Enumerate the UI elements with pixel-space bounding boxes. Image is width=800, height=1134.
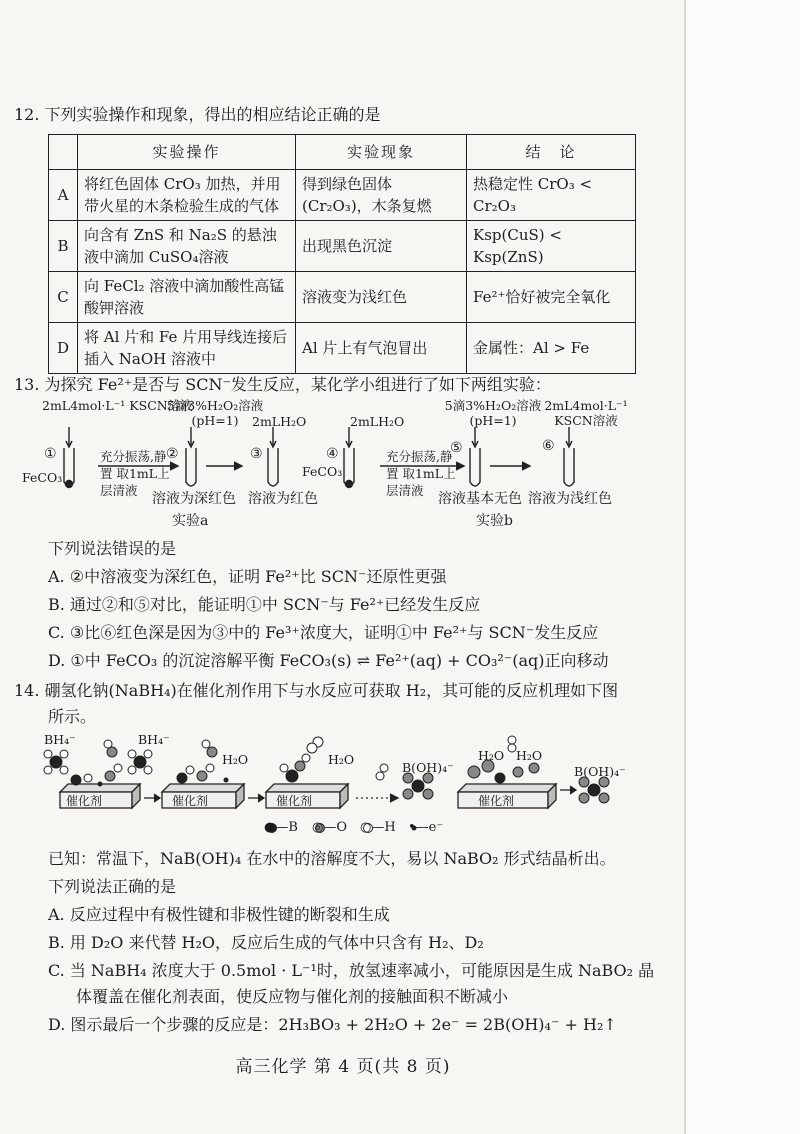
q14-stem-line2: 所示。 (48, 707, 97, 726)
q13-option-c: C. ③比⑥红色深是因为③中的 Fe³⁺浓度大，证明①中 Fe²⁺与 SCN⁻发生反应 (48, 623, 599, 642)
legend-b: ●—B (264, 820, 298, 835)
catalyst-label-3: 催化剂 (276, 794, 313, 808)
legend-e: •—e⁻ (408, 820, 444, 835)
exp-b-tube6-number: ⑥ (542, 438, 555, 454)
catalyst-label-4: 催化剂 (478, 794, 515, 808)
q14-prompt: 下列说法正确的是 (48, 877, 177, 896)
legend-h: ○—H (360, 820, 396, 835)
q12-operation: 将 Al 片和 Fe 片用导线连接后插入 NaOH 溶液中 (78, 323, 296, 374)
exp-b-name: 实验b (476, 513, 513, 529)
q13-stem: 13. 为探究 Fe²⁺是否与 SCN⁻发生反应，某化学小组进行了如下两组实验： (14, 375, 551, 394)
q12-header-op: 实验操作 (78, 135, 296, 170)
exp-a-step: 充分振荡,静置 取1mL上层清液 (100, 449, 170, 498)
exp-a-name: 实验a (172, 513, 209, 529)
q14-known: 已知：常温下，NaB(OH)₄ 在水中的溶解度不大，易以 NaBO₂ 形式结晶析出。 (48, 849, 616, 868)
q12-phenomenon: 得到绿色固体(Cr₂O₃)，木条复燃 (296, 170, 467, 221)
exp-b-tube5-number: ⑤ (450, 440, 463, 456)
q12-conclusion: Fe²⁺恰好被完全氧化 (467, 272, 636, 323)
q12-operation: 向含有 ZnS 和 Na₂S 的悬浊液中滴加 CuSO₄溶液 (78, 221, 296, 272)
exp-a-tube1-number: ① (44, 446, 57, 462)
exp-a-obs3: 溶液为红色 (248, 491, 318, 507)
exp-a-reagent2: 5滴3%H₂O₂溶液 (pH=1) (166, 398, 264, 428)
q14-option-a: A. 反应过程中有极性键和非极性键的断裂和生成 (48, 905, 390, 924)
q12-phenomenon: 溶液变为浅红色 (296, 272, 467, 323)
q12-phenomenon: Al 片上有气泡冒出 (296, 323, 467, 374)
q13-option-d: D. ①中 FeCO₃ 的沉淀溶解平衡 FeCO₃(s) ⇌ Fe²⁺(aq) + CO₃²⁻(aq)正向移动 (48, 651, 609, 670)
exp-a-obs2: 溶液为深红色 (152, 491, 236, 507)
page-footer: 高三化学 第 4 页(共 8 页) (235, 1057, 451, 1077)
q12-option-label: C (49, 272, 78, 323)
q12-option-label: D (49, 323, 78, 374)
exp-b-solid: FeCO₃ (302, 464, 343, 479)
q12-operation: 将红色固体 CrO₃ 加热，并用带火星的木条检验生成的气体 (78, 170, 296, 221)
mech-h2o-3: H₂O (478, 748, 505, 763)
q12-header-concl: 结 论 (467, 135, 636, 170)
exp-a-reagent1: 2mL4mol·L⁻¹ KSCN溶液 (42, 398, 193, 413)
q12-stem: 12. 下列实验操作和现象，得出的相应结论正确的是 (14, 105, 381, 124)
q13-option-a: A. ②中溶液变为深红色，证明 Fe²⁺比 SCN⁻还原性更强 (48, 567, 447, 586)
mech-h2o-2: H₂O (328, 752, 355, 767)
q12-header-phen: 实验现象 (296, 135, 467, 170)
q12-conclusion: 金属性：Al > Fe (467, 323, 636, 374)
mech-h2o-1: H₂O (222, 752, 249, 767)
exp-b-obs2: 溶液基本无色 (438, 491, 522, 507)
catalyst-label-2: 催化剂 (172, 794, 209, 808)
q12-operation: 向 FeCl₂ 溶液中滴加酸性高锰酸钾溶液 (78, 272, 296, 323)
q12-conclusion: 热稳定性 CrO₃ < Cr₂O₃ (467, 170, 636, 221)
catalyst-label-1: 催化剂 (66, 794, 103, 808)
exp-b-step: 充分振荡,静置 取1mL上层清液 (386, 449, 456, 498)
mech-bh4-right: BH₄⁻ (138, 732, 170, 747)
q14-option-d: D. 图示最后一个步骤的反应是：2H₃BO₃ + 2H₂O + 2e⁻ = 2B(OH)₄⁻ + H₂↑ (48, 1015, 617, 1034)
q14-stem-line1: 14. 硼氢化钠(NaBH₄)在催化剂作用下与水反应可获取 H₂，其可能的反应机理如下图 (14, 681, 619, 700)
mech-bh4-left: BH₄⁻ (44, 732, 76, 747)
next-page-margin (686, 0, 800, 1134)
mech-boh4-left: B(OH)₄⁻ (402, 760, 454, 775)
q14-option-c: C. 当 NaBH₄ 浓度大于 0.5mol · L⁻¹时，放氢速率减小，可能原因是生成 NaBO₂ 晶 (48, 961, 655, 980)
exp-b-tube4-number: ④ (326, 446, 339, 462)
legend-o: ◎—O (312, 820, 348, 835)
q12-option-label: A (49, 170, 78, 221)
q14-option-b: B. 用 D₂O 来代替 H₂O，反应后生成的气体中只含有 H₂、D₂ (48, 933, 484, 952)
exp-b-obs3: 溶液为浅红色 (528, 491, 612, 507)
mech-boh4-right: B(OH)₄⁻ (574, 764, 626, 779)
exp-a-reagent3: 2mLH₂O (252, 414, 307, 429)
q12-phenomenon: 出现黑色沉淀 (296, 221, 467, 272)
exp-a-tube3-number: ③ (250, 446, 263, 462)
q12-option-label: B (49, 221, 78, 272)
exp-a-solid: FeCO₃ (22, 470, 63, 485)
exp-b-reagent2: 5滴3%H₂O₂溶液 (pH=1) (444, 398, 542, 428)
exp-b-reagent3: 2mL4mol·L⁻¹ KSCN溶液 (544, 398, 628, 428)
mech-h2o-4: H₂O (516, 748, 543, 763)
exp-b-reagent1: 2mLH₂O (350, 414, 405, 429)
q13-option-b: B. 通过②和⑤对比，能证明①中 SCN⁻与 Fe²⁺已经发生反应 (48, 595, 481, 614)
exp-a-tube2-number: ② (166, 446, 179, 462)
q14-option-c-cont: 体覆盖在催化剂表面，使反应物与催化剂的接触面积不断减小 (76, 987, 509, 1006)
q12-conclusion: Ksp(CuS) < Ksp(ZnS) (467, 221, 636, 272)
q13-prompt: 下列说法错误的是 (48, 539, 177, 558)
